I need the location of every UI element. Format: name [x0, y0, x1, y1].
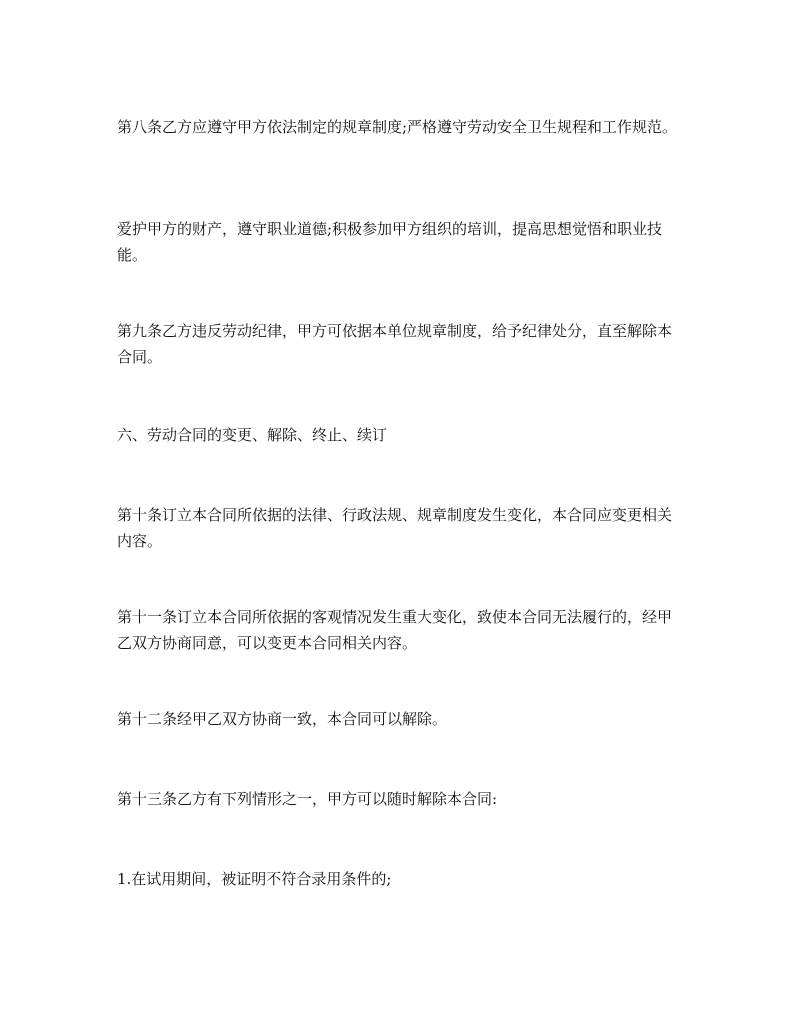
article-9-paragraph: 第九条乙方违反劳动纪律，甲方可依据本单位规章制度，给予纪律处分，直至解除本合同。 — [117, 322, 673, 366]
article-10-paragraph: 第十条订立本合同所依据的法律、行政法规、规章制度发生变化，本合同应变更相关内容。 — [117, 506, 673, 550]
article-11-paragraph: 第十一条订立本合同所依据的客观情况发生重大变化，致使本合同无法履行的，经甲乙双方协商同意，可以变更本合同相关内容。 — [117, 608, 673, 652]
article-8-paragraph: 第八条乙方应遵守甲方依法制定的规章制度;严格遵守劳动安全卫生规程和工作规范。 — [117, 118, 678, 136]
article-13-paragraph: 第十三条乙方有下列情形之一，甲方可以随时解除本合同: — [117, 790, 498, 808]
property-ethics-paragraph: 爱护甲方的财产，遵守职业道德;积极参加甲方组织的培训，提高思想觉悟和职业技能。 — [117, 220, 663, 264]
article-12-paragraph: 第十二条经甲乙双方协商一致，本合同可以解除。 — [117, 710, 448, 728]
list-item-1: 1.在试用期间，被证明不符合录用条件的; — [117, 870, 392, 888]
section-6-heading: 六、劳动合同的变更、解除、终止、续订 — [117, 426, 388, 444]
